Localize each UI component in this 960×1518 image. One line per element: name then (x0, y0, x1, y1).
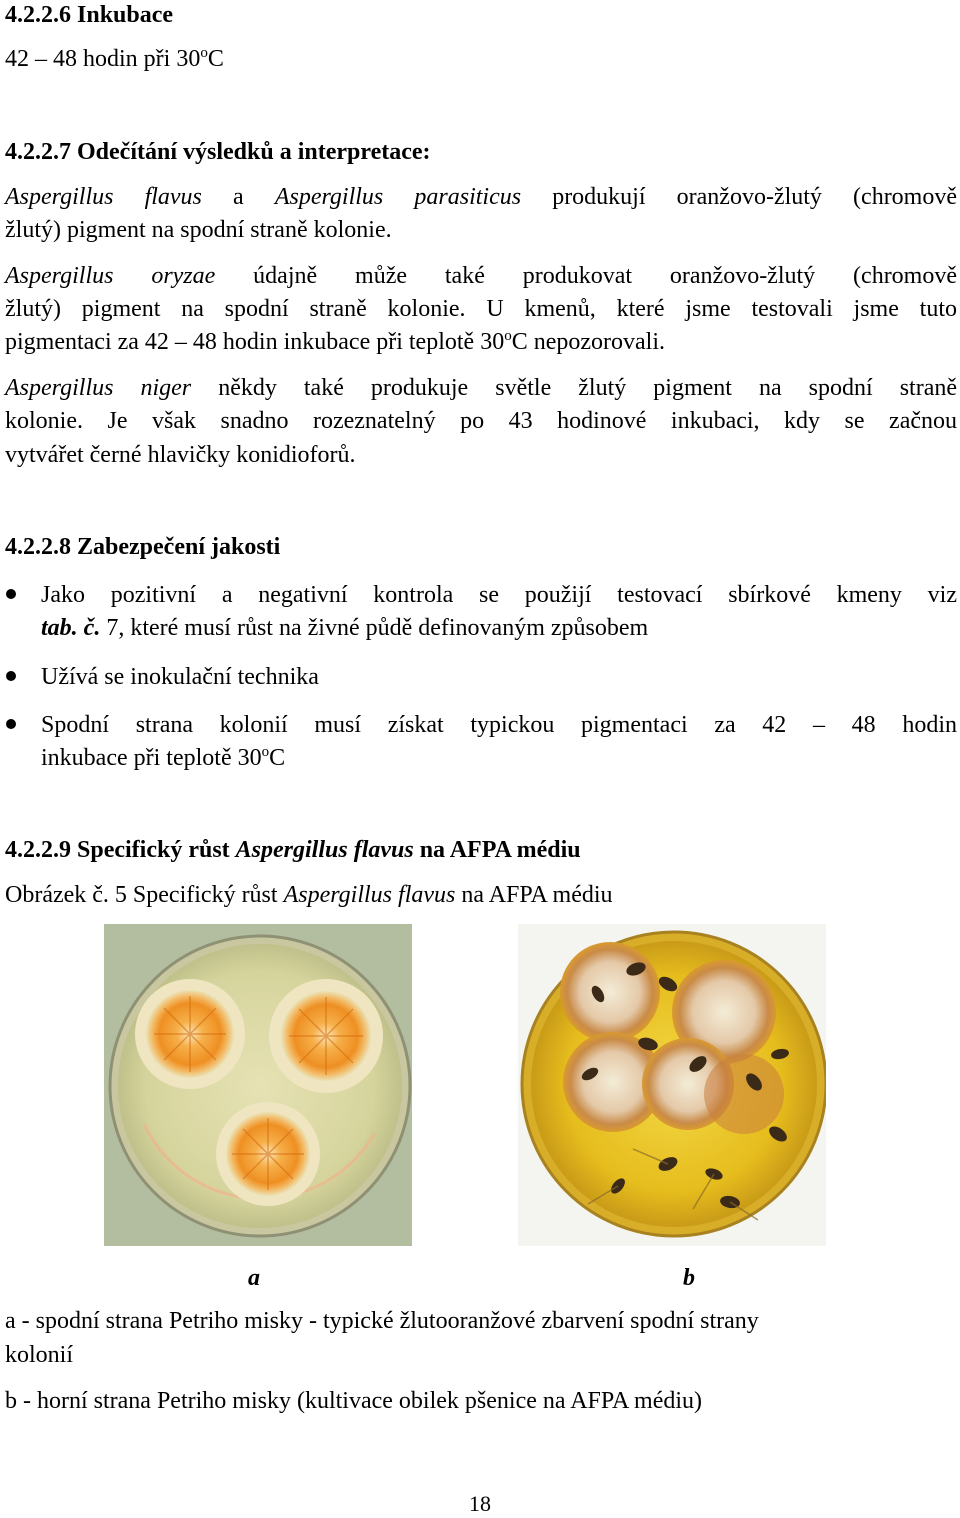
paragraph-line: žlutý) pigment na spodní straně kolonie. U kmenů, které jsme testovali jsme tuto (5, 296, 957, 322)
section-heading-growth: 4.2.2.9 Specifický růst Aspergillus flavus na AFPA médiu (5, 837, 581, 863)
figure-description-a: a - spodní strana Petriho misky - typické žlutooranžové zbarvení spodní strany (5, 1308, 759, 1334)
figure-caption: Obrázek č. 5 Specifický růst Aspergillus flavus na AFPA médiu (5, 882, 613, 908)
figure-label-a: a (248, 1265, 260, 1291)
paragraph-line: pigmentaci za 42 – 48 hodin inkubace při teplotě 30$^o$C nepozorovali. (5, 328, 665, 355)
paragraph-line: Aspergillus niger někdy také produkuje světle žlutý pigment na spodní straně (5, 375, 958, 401)
bullet-icon (6, 589, 16, 599)
paragraph-line: Aspergillus flavus a Aspergillus parasiticus produkují oranžovo-žlutý (chromově (5, 184, 957, 210)
incubation-text: 42 – 48 hodin při 30$^o$C (5, 45, 224, 72)
paragraph-line: žlutý) pigment na spodní straně kolonie. (5, 217, 392, 243)
list-item-text: Spodní strana kolonií musí získat typickou pigmentaci za 42 – 48 hodin (41, 712, 957, 738)
bullet-icon (6, 671, 16, 681)
figure-description-b: b - horní strana Petriho misky (kultivace obilek pšenice na AFPA médiu) (5, 1388, 703, 1414)
paragraph-line: Aspergillus oryzae údajně může také produkovat oranžovo-žlutý (chromově (5, 263, 958, 289)
paragraph-line: vytvářet černé hlavičky konidioforů. (5, 442, 356, 468)
petri-dish-underside-photo (104, 924, 412, 1246)
figure-label-b: b (683, 1265, 695, 1291)
page-number: 18 (469, 1491, 491, 1516)
section-heading-results: 4.2.2.7 Odečítání výsledků a interpretace: (5, 139, 431, 165)
list-item-text: Užívá se inokulační technika (41, 664, 319, 690)
bullet-icon (6, 719, 16, 729)
paragraph-line: kolonie. Je však snadno rozeznatelný po 43 hodinové inkubaci, kdy se začnou (5, 408, 957, 434)
list-item-text: Jako pozitivní a negativní kontrola se použijí testovací sbírkové kmeny viz (41, 582, 957, 608)
figure-description-a-continued: kolonií (5, 1342, 74, 1368)
list-item-text: tab. č. 7, které musí růst na živné půdě definovaným způsobem (41, 615, 649, 641)
list-item-text: inkubace při teplotě 30$^o$C (41, 744, 286, 771)
section-heading-quality: 4.2.2.8 Zabezpečení jakosti (5, 534, 281, 560)
section-heading-incubation: 4.2.2.6 Inkubace (5, 2, 174, 28)
petri-dish-top-photo (518, 924, 826, 1246)
